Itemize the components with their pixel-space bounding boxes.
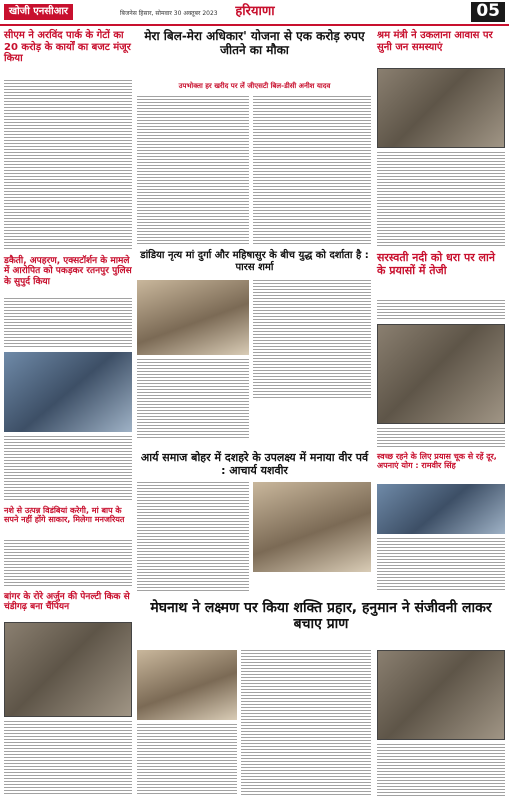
page-number: 05 — [471, 2, 505, 22]
article-body — [377, 744, 505, 796]
headline-meghnath: मेघनाथ ने लक्ष्मण पर किया शक्ति प्रहार, हनुमान ने संजीवनी लाकर बचाए प्राण — [150, 600, 492, 633]
headline-yoga: स्वच्छ रहने के लिए प्रयास चूक से रहें दूर, अपनाएं योग : रामवीर सिंह — [377, 452, 497, 471]
article-body — [253, 280, 371, 400]
article-body — [137, 96, 249, 246]
article-body — [377, 152, 505, 247]
headline-saraswati-river: सरस्वती नदी को धरा पर लाने के प्रयासों में तेजी — [377, 251, 495, 277]
article-body — [377, 428, 505, 448]
article-body — [4, 540, 132, 588]
news-photo — [4, 352, 132, 432]
article-body — [377, 538, 505, 592]
article-body — [137, 724, 237, 796]
headline-football: बांगर के रोरे अर्जुन की पेनल्टी किक से चंडीगढ़ बना चैंपियन — [4, 592, 130, 613]
news-photo — [377, 484, 505, 534]
article-body — [4, 721, 132, 796]
masthead — [0, 0, 509, 26]
headline-cm-park-budget: सीएम ने अरविंद पार्क के गेटों का 20 करोड़ के कार्यों का बजट मंजूर किया — [4, 30, 131, 64]
article-body — [377, 300, 505, 320]
news-photo — [137, 650, 237, 720]
headline-dandiya: डांडिया नृत्य मां दुर्गा और महिषासुर के बीच युद्ध को दर्शाता है : पारस शर्मा — [140, 250, 369, 273]
article-body — [137, 359, 249, 439]
article-body — [253, 96, 371, 246]
news-photo — [377, 324, 505, 424]
article-body — [4, 298, 132, 348]
headline-nasha: नशे से उत्पन्न विडंबियां करेगी, मां बाप के सपने नहीं होंगे साकार, मिलेगा मनजरियत — [4, 506, 125, 525]
article-body — [4, 436, 132, 502]
dateline: बिजनेस हिसार, सोमवार 30 अक्तूबर 2023 — [120, 10, 218, 17]
news-photo — [253, 482, 371, 572]
news-photo — [137, 280, 249, 355]
brand-logo: खोजी एनसीआर — [4, 4, 73, 20]
article-body — [241, 650, 371, 796]
article-body — [4, 80, 132, 250]
section-title: हरियाणा — [235, 4, 275, 19]
news-photo — [4, 622, 132, 717]
headline-dacoity-arrest: डकैती, अपहरण, एक्सटॉर्शन के मामले में आरोपित को पकड़कर रतनपुर पुलिस के सुपुर्द किया — [4, 256, 132, 287]
news-photo — [377, 650, 505, 740]
headline-shram-mantri: श्रम मंत्री ने उकलाना आवास पर सुनी जन समस्याएं — [377, 30, 493, 53]
headline-arya-samaj: आर्य समाज बोहर में दशहरे के उपलक्ष्य में मनाया वीर पर्व : आचार्य यशवीर — [140, 451, 369, 477]
news-photo — [377, 68, 505, 148]
article-body — [137, 482, 249, 592]
headline-mera-bill: मेरा बिल-मेरा अधिकार' योजना से एक करोड़ रुपए जीतने का मौका — [144, 29, 365, 57]
subhead-gst-bill: उपभोक्ता हर खरीद पर लें जीएसटी बिल-डीसी अनीश यादव — [178, 82, 331, 90]
